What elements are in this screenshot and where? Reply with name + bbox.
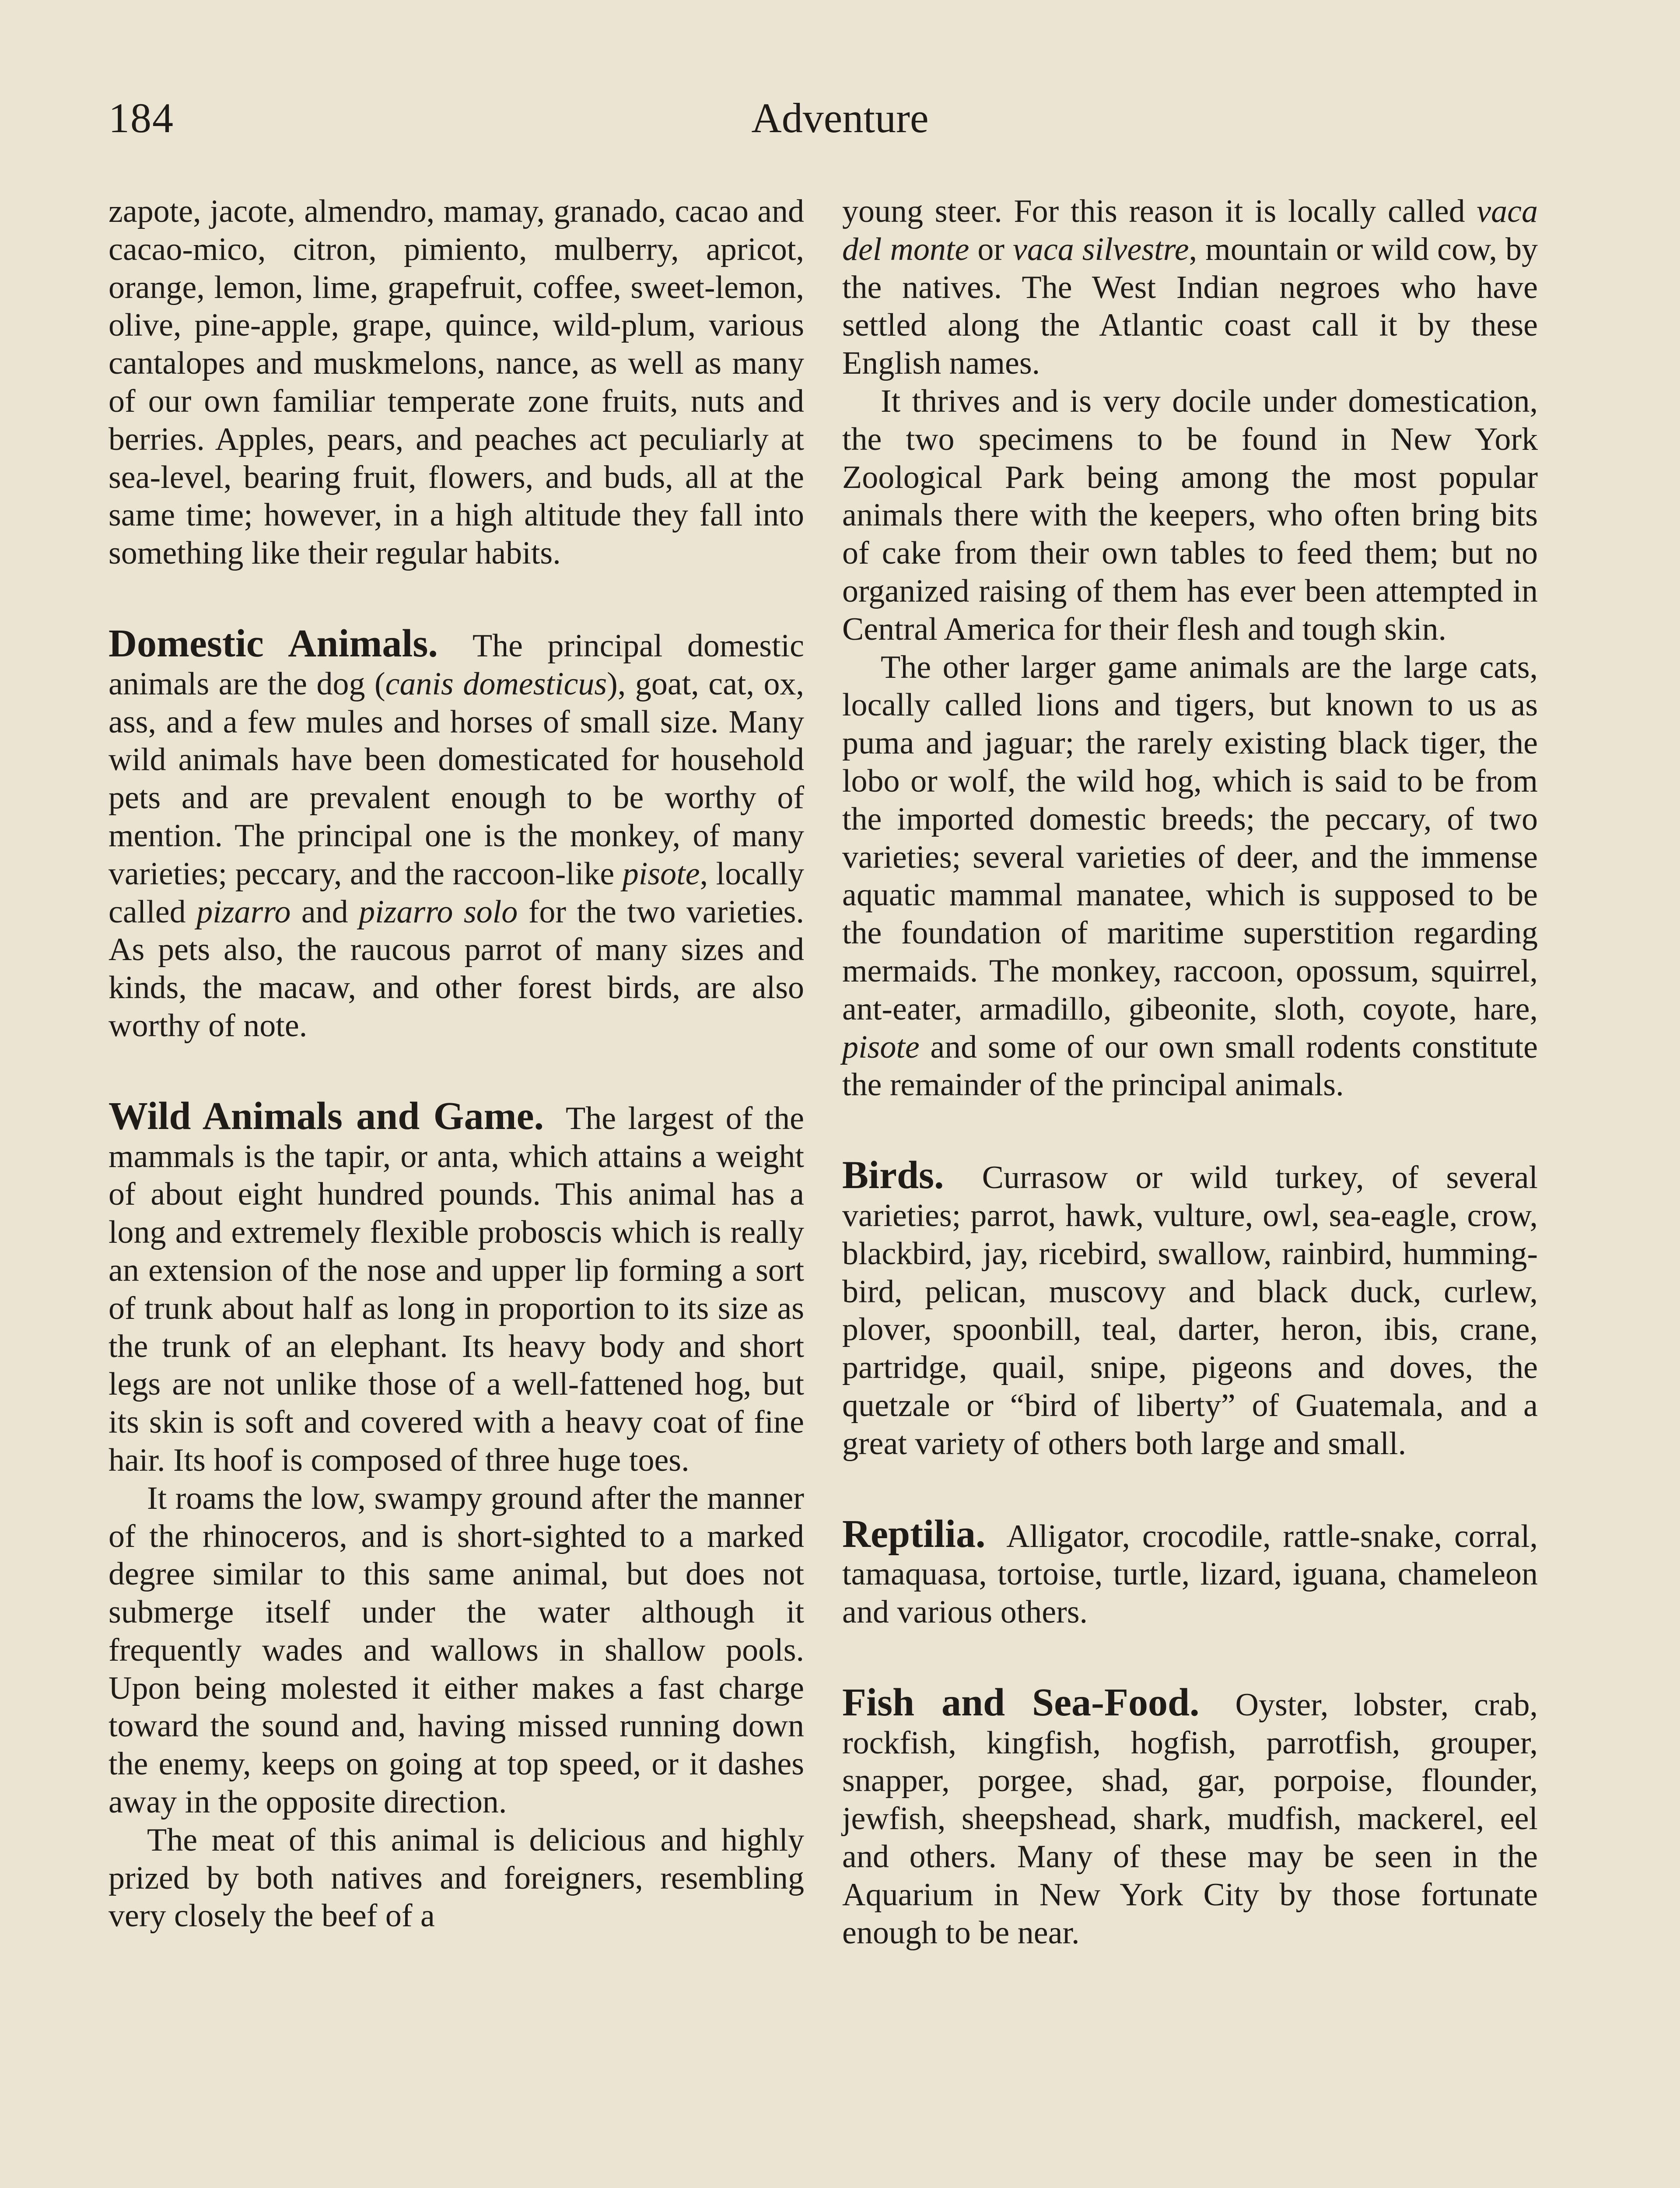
fish-section (842, 1680, 1538, 1952)
page-number: 184 (108, 95, 174, 141)
reptilia-section (842, 1512, 1538, 1631)
wild-animals-section (108, 1094, 804, 1936)
right-column (842, 193, 1538, 1952)
fish-paragraph: Fish and Sea-Food. Oyster, lobster, crab, rockfish, kingfish, hogfish, parrotfish, grouper, snapper, porgee, shad, gar, porpoise, flounder, jewfish, sheepshead, shark, mudfish, mackerel, eel and others. Many of these may be seen in the Aquarium in New York City by those fortunate enough to be near. (842, 1680, 1538, 1951)
section-heading-wild-animals: Wild Animals and Game. (108, 1094, 544, 1138)
domestic-animals-paragraph: Domestic Animals. The principal domestic animals are the dog (canis domesticus), goat, cat, ox, ass, and a few mules and horses of small size. Many wild animals have been domesticated for household pets and are prevalent enough to be worthy of mention. The principal one is the monkey, of many varieties; peccary, and the raccoon-like pisote, locally called pizarro and pizarro solo for the two varieties. As pets also, the raucous parrot of many sizes and kinds, the macaw, and other forest birds, are also worthy of note. (108, 621, 805, 1044)
wild-animals-paragraph-2: It roams the low, swampy ground after the manner of the rhinoceros, and is short-sighted to a marked degree similar to this same animal, but does not submerge itself under the water although it frequently wades and wallows in shallow pools. Upon being molested it either makes a fast charge toward the sound and, having missed running down the enemy, keeps on going at top speed, or it dashes away in the opposite direction. (108, 1480, 804, 1820)
fruits-paragraph: zapote, jacote, almendro, mamay, granado, cacao and cacao-mico, citron, pimiento, mulberry, apricot, orange, lemon, lime, grapefruit, coffee, sweet-lemon, olive, pine-apple, grape, quince, wild-plum, various cantalopes and muskmelons, nance, as well as many of our own familiar temperate zone fruits, nuts and berries. Apples, pears, and peaches act peculiarly at sea-level, bearing fruit, flowers, and buds, all at the same time; however, in a high altitude they fall into something like their regular habits. (108, 193, 804, 572)
domestic-animals-section (108, 621, 805, 1045)
game-animals-paragraph: The other larger game animals are the large cats, locally called lions and tigers, but known to us as puma and jaguar; the rarely existing black tiger, the lobo or wolf, the wild hog, which is said to be from the imported domestic breeds; the peccary, of two varieties; several varieties of deer, and the immense aquatic mammal manatee, which is supposed to be the foundation of maritime superstition regarding mermaids. The monkey, raccoon, opossum, squirrel, ant-eater, armadillo, gibeonite, sloth, coyote, hare, pisote and some of our own small rodents constitute the remainder of the principal animals. (842, 649, 1538, 1103)
steer-paragraph: young steer. For this reason it is locally called vaca del monte or vaca silvestre, mountain or wild cow, by the natives. The West Indian negroes who have settled along the Atlantic coast call it by these English names. (842, 193, 1538, 382)
birds-section (842, 1154, 1538, 1462)
reptilia-paragraph: Reptilia. Alligator, crocodile, rattle-snake, corral, tamaquasa, tortoise, turtle, lizard, iguana, chameleon and various others. (842, 1512, 1538, 1630)
wild-animals-paragraph-1: Wild Animals and Game. The largest of the mammals is the tapir, or anta, which attains a weight of about eight hundred pounds. This animal has a long and extremely flexible proboscis which is really an extension of the nose and upper lip forming a sort of trunk about half as long in proportion to its size as the trunk of an elephant. Its heavy body and short legs are not unlike those of a well-fattened hog, but its skin is soft and covered with a heavy coat of fine hair. Its hoof is composed of three huge toes. (108, 1094, 804, 1478)
section-heading-reptilia: Reptilia. (842, 1512, 986, 1556)
section-heading-fish: Fish and Sea-Food. (842, 1680, 1200, 1724)
left-column (108, 193, 804, 1935)
domestication-paragraph: It thrives and is very docile under domestication, the two specimens to be found in New York Zoological Park being among the most popular animals there with the keepers, who often bring bits of cake from their own tables to feed them; but no organized raising of them has ever been attempted in Central America for their flesh and tough skin. (842, 383, 1538, 647)
section-heading-domestic-animals: Domestic Animals. (108, 621, 438, 665)
running-title: Adventure (751, 95, 929, 141)
birds-paragraph: Birds. Currasow or wild turkey, of several varieties; parrot, hawk, vulture, owl, sea-eagle, crow, blackbird, jay, ricebird, swallow, rainbird, humming-bird, pelican, muscovy and black duck, curlew, plover, spoonbill, teal, darter, heron, ibis, crane, partridge, quail, snipe, pigeons and doves, the quetzale or “bird of liberty” of Guatemala, and a great variety of others both large and small. (842, 1154, 1538, 1462)
section-heading-birds: Birds. (842, 1154, 944, 1197)
wild-animals-paragraph-3: The meat of this animal is delicious and highly prized by both natives and foreigners, resembling very closely the beef of a (108, 1822, 804, 1934)
page-header (108, 92, 1572, 144)
